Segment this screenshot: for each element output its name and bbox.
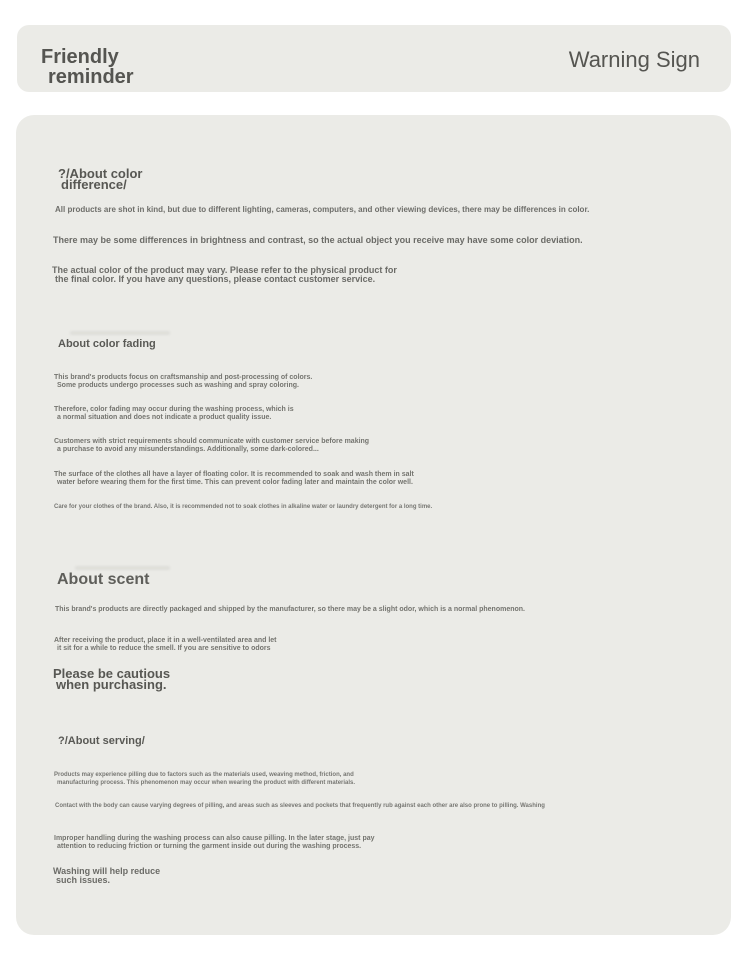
scent-paragraph-2: After receiving the product, place it in a well-ventilated area and let it sit for a while to reduce the smell. If you are sensitive to odors bbox=[54, 637, 277, 652]
serving-paragraph-2: Contact with the body can cause varying degrees of pilling, and areas such as sleeves and pockets that frequently rub against each other are also prone to pilling. Washing bbox=[55, 803, 545, 809]
serving-paragraph-3: Improper handling during the washing process can also cause pilling. In the later stage, just pay attention to reducing friction or turning the garment inside out during the washing process. bbox=[54, 835, 375, 850]
color-fading-paragraph-2: Therefore, color fading may occur during the washing process, which is a normal situation and does not indicate a product quality issue. bbox=[54, 406, 294, 421]
title-line-1: Friendly bbox=[41, 46, 119, 68]
title-line-2: reminder bbox=[48, 66, 134, 88]
color-difference-paragraph-3: The actual color of the product may vary. Please refer to the physical product for the final color. If you have any questions, please contact customer service. bbox=[52, 265, 397, 284]
blurred-decoration bbox=[75, 566, 170, 570]
scent-heading: About scent bbox=[57, 571, 150, 588]
blurred-decoration bbox=[70, 331, 170, 335]
friendly-reminder-title bbox=[41, 47, 134, 87]
serving-paragraph-1: Products may experience pilling due to factors such as the materials used, weaving method, friction, and manufacturing process. This phenomenon may occur when wearing the product with different materials. bbox=[54, 772, 356, 786]
color-fading-paragraph-1: This brand's products focus on craftsmanship and post-processing of colors. Some products undergo processes such as washing and spray coloring. bbox=[54, 374, 313, 389]
warning-sign-title: Warning Sign bbox=[568, 47, 700, 72]
color-fading-paragraph-4: The surface of the clothes all have a layer of floating color. It is recommended to soak and wash them in salt water before wearing them for the first time. This can prevent color fading later and maintain the color well. bbox=[54, 471, 414, 486]
serving-heading: ?/About serving/ bbox=[58, 735, 145, 747]
color-difference-paragraph-1: All products are shot in kind, but due to different lighting, cameras, computers, and other viewing devices, there may be differences in color. bbox=[55, 205, 590, 214]
scent-paragraph-3: Please be cautious when purchasing. bbox=[53, 666, 171, 692]
color-difference-heading: ?/About color difference/ bbox=[58, 166, 143, 192]
color-fading-heading: About color fading bbox=[58, 338, 156, 350]
color-difference-paragraph-2: There may be some differences in brightness and contrast, so the actual object you receive may have some color deviation. bbox=[53, 235, 583, 245]
scent-paragraph-1: This brand's products are directly packaged and shipped by the manufacturer, so there may be a slight odor, which is a normal phenomenon. bbox=[55, 606, 525, 613]
serving-paragraph-4: Washing will help reduce such issues. bbox=[53, 866, 161, 885]
color-fading-paragraph-3: Customers with strict requirements should communicate with customer service before making a purchase to avoid any misunderstandings. Additionally, some dark-colored... bbox=[54, 438, 370, 453]
color-fading-paragraph-5: Care for your clothes of the brand. Also, it is recommended not to soak clothes in alkaline water or laundry detergent for a long time. bbox=[54, 504, 433, 510]
